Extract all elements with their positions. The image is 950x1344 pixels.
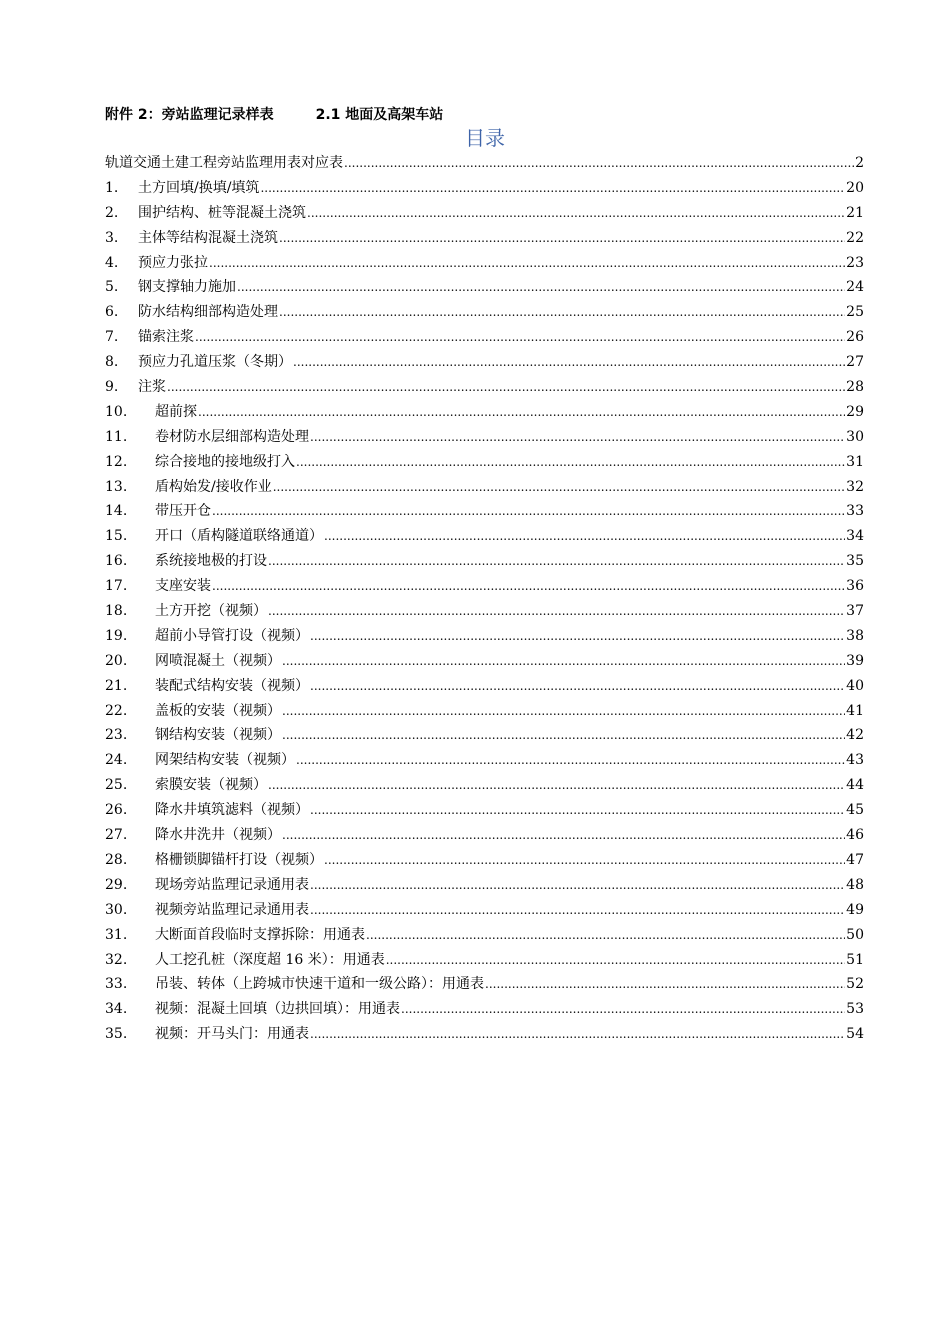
toc-entry-page: 49 — [846, 901, 864, 918]
toc-entry-page: 42 — [846, 727, 864, 744]
toc-entry-title: 超前小导管打设（视频） — [155, 627, 309, 644]
toc-dot-leader — [293, 350, 845, 375]
toc-entry[interactable] — [105, 1022, 864, 1047]
toc-entry[interactable] — [105, 300, 864, 325]
toc-entry[interactable] — [105, 251, 864, 276]
toc-dot-leader — [310, 873, 845, 898]
toc-entry-page: 24 — [846, 279, 864, 296]
toc-entry-title: 卷材防水层细部构造处理 — [155, 428, 309, 445]
toc-entry-title: 视频旁站监理记录通用表 — [155, 901, 309, 918]
toc-dot-leader — [279, 226, 845, 251]
toc-dot-leader — [268, 773, 845, 798]
toc-entry-title: 土方回填/换填/填筑 — [138, 179, 260, 196]
toc-dot-leader — [279, 300, 845, 325]
toc-entry-number: 6. — [105, 304, 119, 321]
toc-entry-page: 33 — [846, 503, 864, 520]
toc-entry[interactable] — [105, 201, 864, 226]
toc-entry-title: 钢支撑轴力施加 — [138, 279, 236, 296]
toc-entry-title: 锚索注浆 — [138, 329, 194, 346]
toc-entry[interactable] — [105, 848, 864, 873]
toc-dot-leader — [260, 176, 845, 201]
section-label: 2.1 地面及高架车站 — [315, 107, 444, 123]
toc-entry-number: 9. — [105, 379, 119, 396]
toc-entry-number: 31. — [105, 926, 128, 943]
toc-entry[interactable] — [105, 699, 864, 724]
toc-dot-leader — [212, 499, 845, 524]
toc-entry-title: 视频：混凝土回填（边拱回填）：用通表 — [155, 1001, 400, 1018]
toc-dot-leader — [282, 823, 845, 848]
toc-dot-leader — [310, 624, 845, 649]
toc-entry-title: 网架结构安装（视频） — [155, 752, 295, 769]
toc-entry-page: 20 — [846, 179, 864, 196]
toc-entry-page: 52 — [846, 976, 864, 993]
toc-entry-number: 27. — [105, 827, 128, 844]
toc-entry-number: 8. — [105, 354, 119, 371]
toc-entry-page: 35 — [846, 553, 864, 570]
toc-entry-number: 12. — [105, 453, 128, 470]
toc-entry-number: 20. — [105, 652, 128, 669]
toc-entry-number: 19. — [105, 627, 128, 644]
toc-entry-page: 23 — [846, 254, 864, 271]
toc-entry-title: 预应力孔道压浆（冬期） — [138, 354, 292, 371]
toc-entry[interactable] — [105, 549, 864, 574]
toc-dot-leader — [310, 1022, 845, 1047]
toc-entry-title: 注浆 — [138, 379, 166, 396]
toc-entry-title: 围护结构、桩等混凝土浇筑 — [138, 204, 306, 221]
toc-entry-title: 索膜安装（视频） — [155, 777, 267, 794]
toc-entry-title: 钢结构安装（视频） — [155, 727, 281, 744]
toc-entry[interactable] — [105, 400, 864, 425]
toc-entry-number: 1. — [105, 179, 119, 196]
toc-entry[interactable] — [105, 325, 864, 350]
toc-entry-page: 29 — [846, 403, 864, 420]
toc-dot-leader — [296, 748, 845, 773]
toc-entry[interactable] — [105, 674, 864, 699]
toc-entry-title: 预应力张拉 — [138, 254, 208, 271]
toc-entry-page: 40 — [846, 677, 864, 694]
toc-entry-title: 降水井填筑滤料（视频） — [155, 802, 309, 819]
toc-entry[interactable] — [105, 599, 864, 624]
toc-entry[interactable] — [105, 748, 864, 773]
toc-entry-title: 超前探 — [155, 403, 197, 420]
toc-entry-number: 35. — [105, 1026, 128, 1043]
toc-entry-title: 带压开仓 — [155, 503, 211, 520]
toc-entry[interactable] — [105, 350, 864, 375]
toc-entry-page: 45 — [846, 802, 864, 819]
toc-dot-leader — [296, 450, 845, 475]
toc-entry-number: 32. — [105, 951, 128, 968]
toc-entry[interactable] — [105, 624, 864, 649]
toc-entry-number: 7. — [105, 329, 119, 346]
toc-entry-title: 网喷混凝土（视频） — [155, 652, 281, 669]
toc-entry-title: 盖板的安装（视频） — [155, 702, 281, 719]
toc-entry-number: 11. — [105, 428, 128, 445]
toc-entry-page: 31 — [846, 453, 864, 470]
toc-entry[interactable] — [105, 226, 864, 251]
toc-entry-title: 现场旁站监理记录通用表 — [155, 876, 309, 893]
toc-dot-leader — [273, 475, 845, 500]
toc-entry-page: 26 — [846, 329, 864, 346]
toc-entry-page: 34 — [846, 528, 864, 545]
toc-dot-leader — [212, 574, 845, 599]
toc-dot-leader — [282, 699, 845, 724]
toc-dot-leader — [268, 549, 845, 574]
toc-entry-page: 53 — [846, 1001, 864, 1018]
toc-entry-title: 吊装、转体（上跨城市快速干道和一级公路）：用通表 — [155, 976, 484, 993]
attachment-label: 附件 2：旁站监理记录样表 — [105, 107, 274, 123]
toc-entry-page: 54 — [846, 1026, 864, 1043]
toc-entry[interactable] — [105, 823, 864, 848]
toc-dot-leader — [310, 674, 845, 699]
toc-entry-page: 2 — [855, 155, 864, 171]
toc-entry-number: 2. — [105, 204, 119, 221]
toc-entry-page: 36 — [846, 578, 864, 595]
toc-entry[interactable] — [105, 375, 864, 400]
toc-entry[interactable] — [105, 972, 864, 997]
toc-entry-number: 29. — [105, 876, 128, 893]
toc-dot-leader — [237, 275, 845, 300]
toc-entry-title: 主体等结构混凝土浇筑 — [138, 229, 278, 246]
toc-entry[interactable] — [105, 798, 864, 823]
toc-entry-title: 大断面首段临时支撑拆除：用通表 — [155, 926, 365, 943]
toc-dot-leader — [310, 425, 845, 450]
toc-entry-number: 33. — [105, 976, 128, 993]
toc-dot-leader — [310, 898, 845, 923]
toc-entry-title: 格栅锁脚锚杆打设（视频） — [155, 851, 323, 868]
toc-entry-page: 50 — [846, 926, 864, 943]
toc-dot-leader — [307, 201, 845, 226]
toc-entry-page: 32 — [846, 478, 864, 495]
toc-entry[interactable] — [105, 275, 864, 300]
toc-entry-number: 5. — [105, 279, 119, 296]
toc-dot-leader — [485, 972, 845, 997]
toc-entry-page: 47 — [846, 851, 864, 868]
toc-dot-leader — [324, 848, 845, 873]
toc-entry-number: 15. — [105, 528, 128, 545]
toc-entry-title: 支座安装 — [155, 578, 211, 595]
toc-entry[interactable] — [105, 499, 864, 524]
toc-entry-title: 视频：开马头门：用通表 — [155, 1026, 309, 1043]
toc-dot-leader — [282, 649, 845, 674]
toc-entry-number: 24. — [105, 752, 128, 769]
toc-entry-number: 13. — [105, 478, 128, 495]
toc-entry-number: 23. — [105, 727, 128, 744]
toc-entry[interactable] — [105, 723, 864, 748]
toc-entry[interactable] — [105, 997, 864, 1022]
toc-entry[interactable] — [105, 923, 864, 948]
document-header — [105, 105, 443, 125]
toc-dot-leader — [401, 997, 845, 1022]
toc-dot-leader — [167, 375, 845, 400]
toc-entry-page: 48 — [846, 876, 864, 893]
toc-entry-title: 开口（盾构隧道联络通道） — [155, 528, 323, 545]
toc-entry-title: 人工挖孔桩（深度超 16 米）：用通表 — [155, 951, 385, 968]
toc-entry-page: 44 — [846, 777, 864, 794]
toc-entry-number: 17. — [105, 578, 128, 595]
toc-entry-number: 10. — [105, 403, 128, 420]
toc-entry-page: 46 — [846, 827, 864, 844]
toc-entry[interactable] — [105, 475, 864, 500]
toc-dot-leader — [268, 599, 845, 624]
toc-entry-number: 14. — [105, 503, 128, 520]
toc-entry-page: 21 — [846, 204, 864, 221]
toc-dot-leader — [310, 798, 845, 823]
toc-entry-page: 27 — [846, 354, 864, 371]
toc-entry-page: 41 — [846, 702, 864, 719]
toc-entry-page: 22 — [846, 229, 864, 246]
toc-entry-page: 25 — [846, 304, 864, 321]
toc-entry-number: 28. — [105, 851, 128, 868]
table-of-contents — [105, 151, 864, 1047]
toc-entry-title: 轨道交通土建工程旁站监理用表对应表 — [105, 155, 343, 171]
toc-entry-page: 37 — [846, 603, 864, 620]
toc-entry[interactable] — [105, 574, 864, 599]
toc-entry-page: 39 — [846, 652, 864, 669]
toc-entry[interactable] — [105, 450, 864, 475]
toc-dot-leader — [209, 251, 845, 276]
toc-entry[interactable] — [105, 176, 864, 201]
toc-entry-number: 30. — [105, 901, 128, 918]
toc-entry[interactable] — [105, 151, 864, 176]
toc-entry-title: 土方开挖（视频） — [155, 603, 267, 620]
toc-dot-leader — [366, 923, 845, 948]
toc-entry-page: 51 — [846, 951, 864, 968]
toc-entry[interactable] — [105, 773, 864, 798]
toc-dot-leader — [198, 400, 845, 425]
toc-dot-leader — [386, 948, 845, 973]
toc-entry-title: 盾构始发/接收作业 — [155, 478, 272, 495]
toc-entry-page: 28 — [846, 379, 864, 396]
toc-dot-leader — [324, 524, 845, 549]
toc-entry-title: 降水井洗井（视频） — [155, 827, 281, 844]
toc-entry-page: 43 — [846, 752, 864, 769]
toc-entry-title: 防水结构细部构造处理 — [138, 304, 278, 321]
toc-entry-title: 装配式结构安装（视频） — [155, 677, 309, 694]
toc-entry-number: 18. — [105, 603, 128, 620]
toc-title: 目录 — [465, 126, 505, 150]
toc-entry[interactable] — [105, 425, 864, 450]
toc-entry[interactable] — [105, 524, 864, 549]
toc-dot-leader — [344, 151, 854, 176]
toc-dot-leader — [282, 723, 845, 748]
toc-dot-leader — [195, 325, 845, 350]
toc-entry-number: 22. — [105, 702, 128, 719]
toc-entry-number: 21. — [105, 677, 128, 694]
toc-entry[interactable] — [105, 649, 864, 674]
toc-entry-title: 系统接地极的打设 — [155, 553, 267, 570]
toc-entry-number: 4. — [105, 254, 119, 271]
toc-entry-number: 3. — [105, 229, 119, 246]
toc-entry-number: 26. — [105, 802, 128, 819]
toc-entry-title: 综合接地的接地级打入 — [155, 453, 295, 470]
toc-entry[interactable] — [105, 873, 864, 898]
toc-entry-page: 38 — [846, 627, 864, 644]
toc-entry-page: 30 — [846, 428, 864, 445]
toc-entry[interactable] — [105, 948, 864, 973]
toc-entry[interactable] — [105, 898, 864, 923]
toc-entry-number: 16. — [105, 553, 128, 570]
toc-entry-number: 34. — [105, 1001, 128, 1018]
toc-entry-number: 25. — [105, 777, 128, 794]
